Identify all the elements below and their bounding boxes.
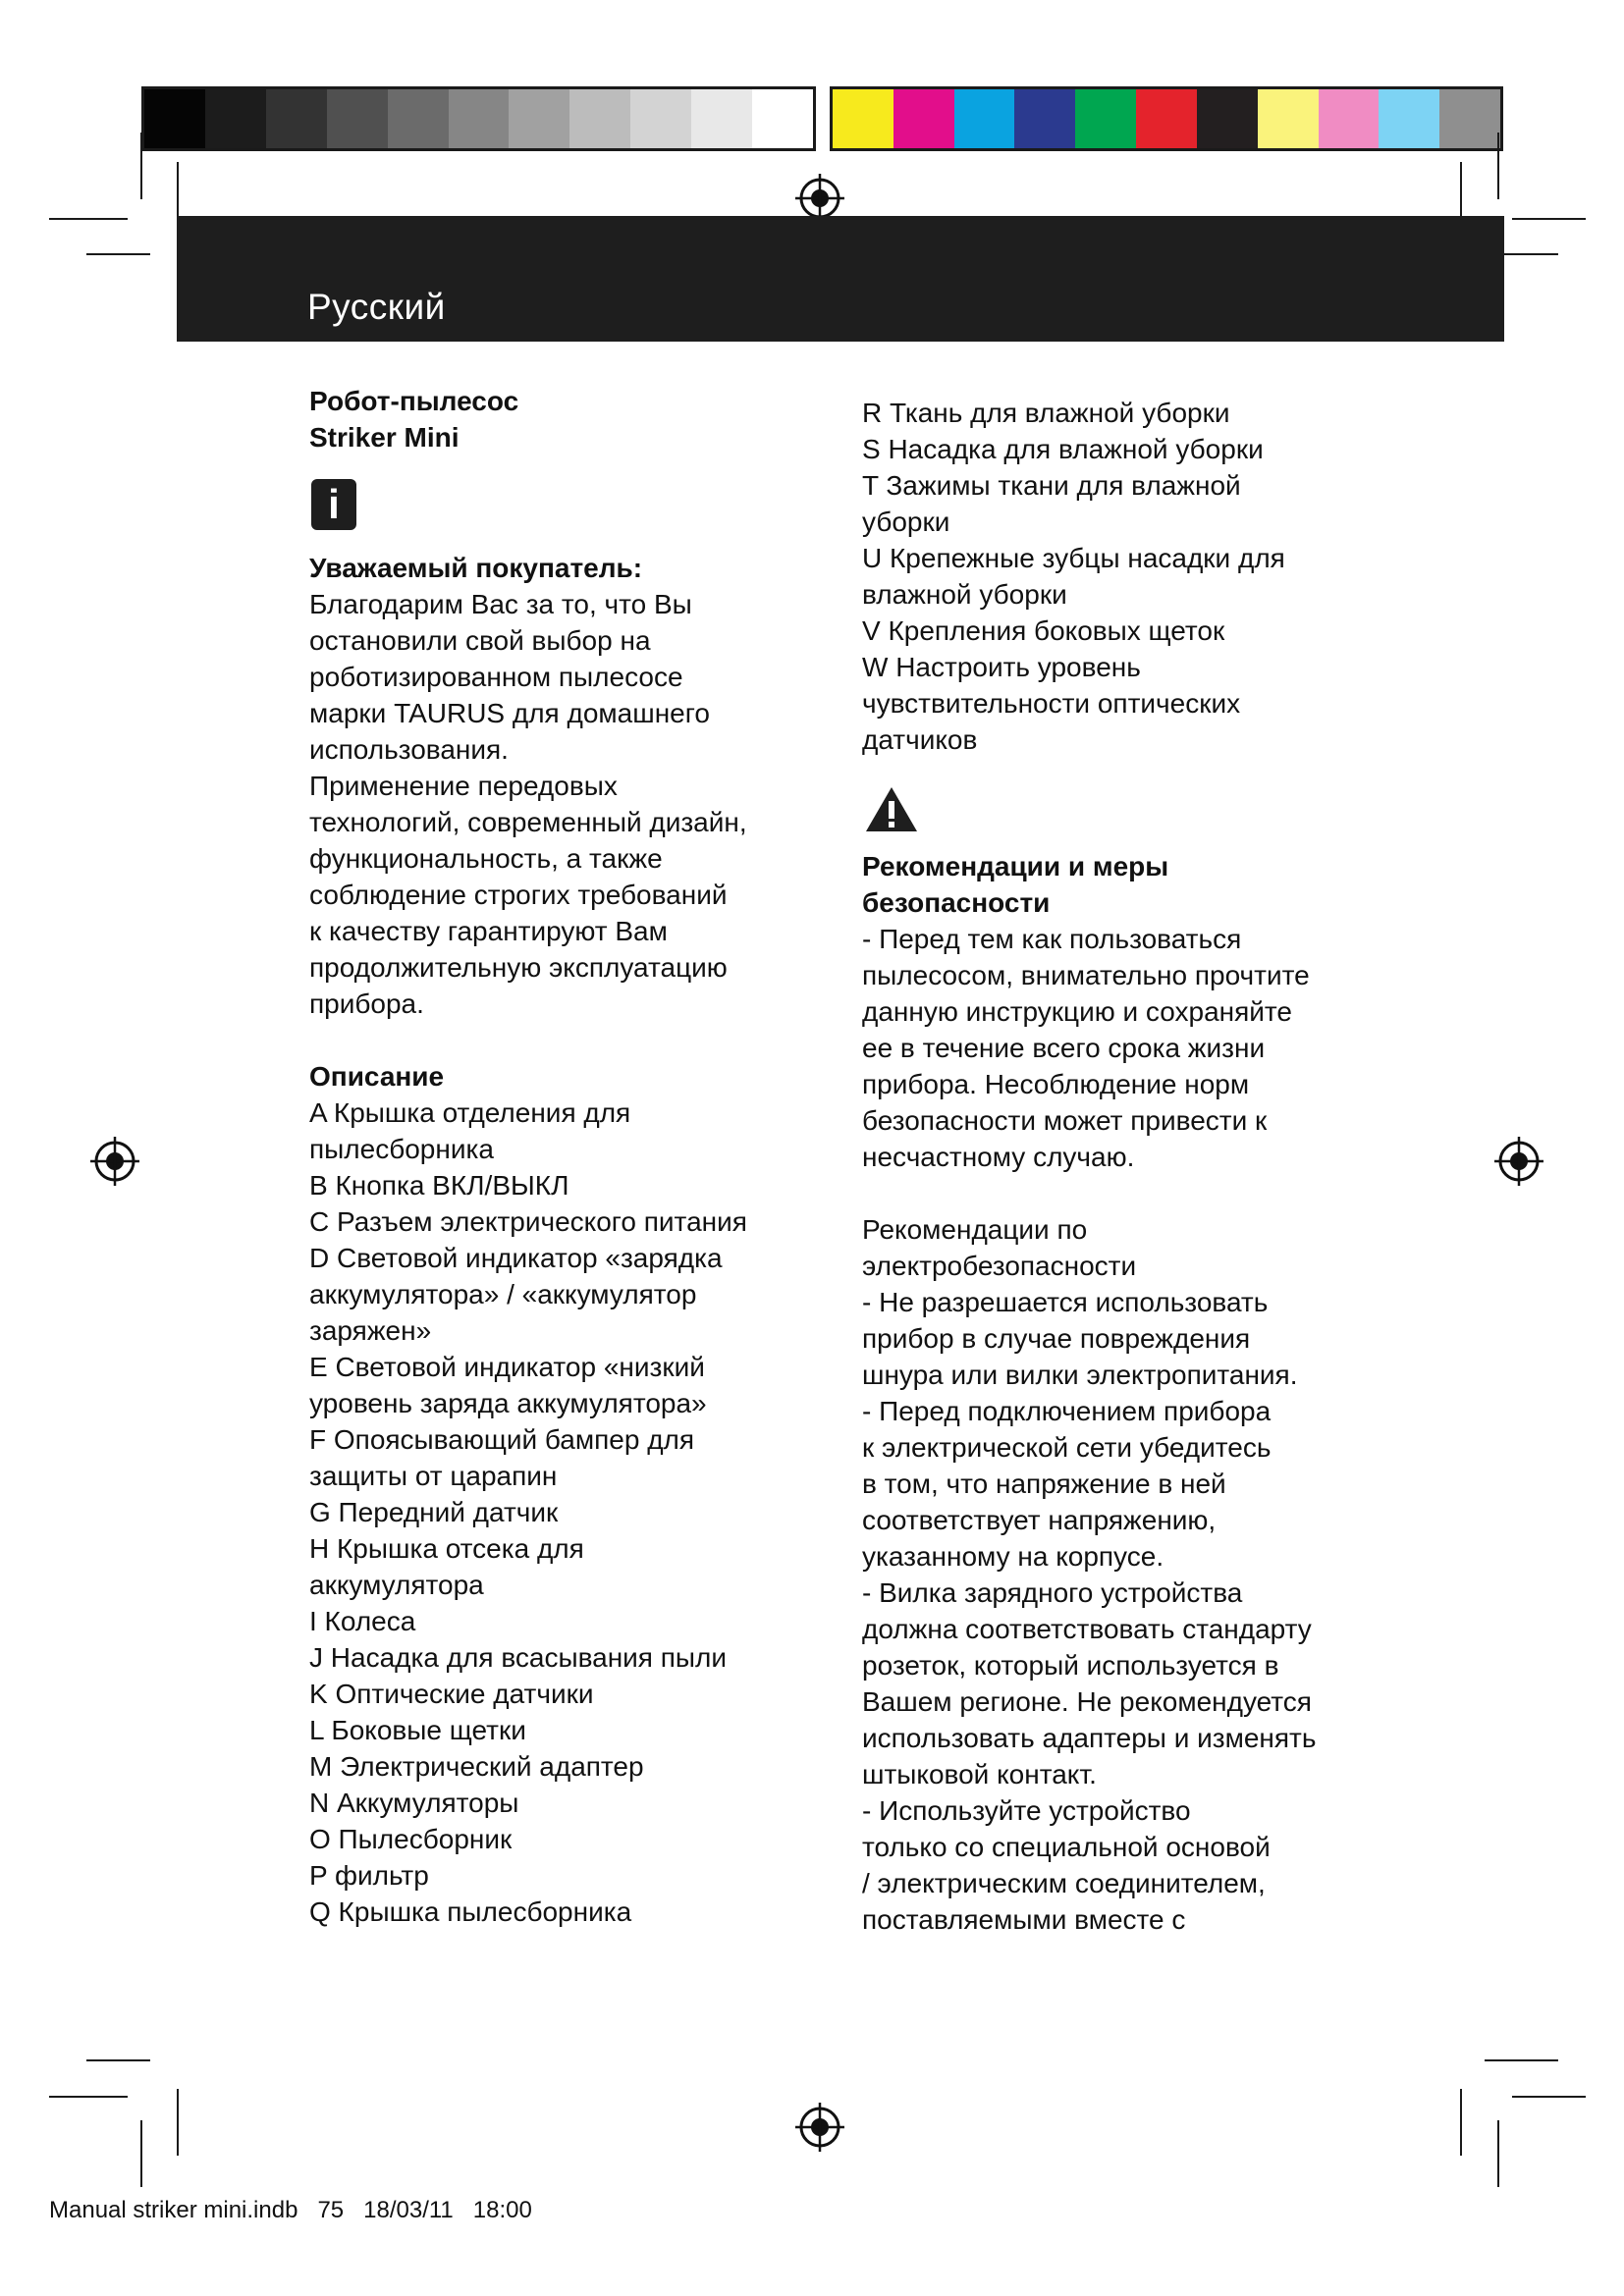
process-color-bar xyxy=(830,86,1503,151)
electrical-safety-line: шнура или вилки электропитания. xyxy=(862,1360,1298,1390)
greeting-line: остановили свой выбор на xyxy=(309,625,651,656)
description-item: E Световой индикатор «низкий xyxy=(309,1352,705,1382)
description-item: пылесборника xyxy=(309,1134,494,1164)
description-item: P фильтр xyxy=(309,1860,429,1891)
parts-item: уборки xyxy=(862,507,950,537)
greeting-line: к качеству гарантируют Вам xyxy=(309,916,668,946)
description-item: аккумулятора xyxy=(309,1570,484,1600)
electrical-safety-line: прибор в случае повреждения xyxy=(862,1323,1251,1354)
parts-item: чувствительности оптических xyxy=(862,688,1241,719)
electrical-safety-line: только со специальной основой xyxy=(862,1832,1271,1862)
product-model-line: Striker Mini xyxy=(309,422,460,453)
description-item: N Аккумуляторы xyxy=(309,1788,519,1818)
parts-item: датчиков xyxy=(862,724,978,755)
electrical-safety-line: должна соответствовать стандарту xyxy=(862,1614,1312,1644)
parts-item: R Ткань для влажной уборки xyxy=(862,398,1230,428)
electrical-safety xyxy=(862,1211,1412,1938)
greeting-line: использования. xyxy=(309,734,509,765)
description-item: B Кнопка ВКЛ/ВЫКЛ xyxy=(309,1170,569,1201)
grayscale-swatch xyxy=(569,89,630,148)
safety-intro-line: - Перед тем как пользоваться xyxy=(862,924,1242,954)
safety-heading-line-2: безопасности xyxy=(862,887,1051,918)
electrical-safety-line: соответствует напряжению, xyxy=(862,1505,1217,1535)
greeting-line: марки TAURUS для домашнего xyxy=(309,698,710,728)
greeting-line: функциональность, а также xyxy=(309,843,663,874)
grayscale-swatch xyxy=(266,89,327,148)
description-item: J Насадка для всасывания пыли xyxy=(309,1642,728,1673)
process-swatch xyxy=(1439,89,1500,148)
process-swatch xyxy=(1136,89,1197,148)
grayscale-swatch xyxy=(388,89,449,148)
grayscale-swatch xyxy=(205,89,266,148)
electrical-safety-line: к электрической сети убедитесь xyxy=(862,1432,1272,1463)
grayscale-swatch xyxy=(449,89,510,148)
electrical-safety-line: - Используйте устройство xyxy=(862,1795,1191,1826)
electrical-safety-line: - Перед подключением прибора xyxy=(862,1396,1272,1426)
description-item: O Пылесборник xyxy=(309,1824,513,1854)
process-swatch xyxy=(833,89,893,148)
safety-intro-line: пылесосом, внимательно прочтите xyxy=(862,960,1310,990)
electrical-safety-line: штыковой контакт. xyxy=(862,1759,1097,1789)
process-swatch xyxy=(1075,89,1136,148)
registration-mark-left xyxy=(88,1135,141,1188)
description-item: G Передний датчик xyxy=(309,1497,559,1527)
parts-list-continued xyxy=(862,395,1412,758)
electrical-safety-line: Вашем регионе. Не рекомендуется xyxy=(862,1686,1312,1717)
process-swatch xyxy=(1319,89,1380,148)
description-item: защиты от царапин xyxy=(309,1461,558,1491)
safety-heading-line-1: Рекомендации и меры xyxy=(862,851,1169,881)
registration-mark-bottom xyxy=(793,2101,846,2154)
warning-icon xyxy=(864,785,919,834)
greeting-line: Благодарим Вас за то, что Вы xyxy=(309,589,692,619)
electrical-safety-line: в том, что напряжение в ней xyxy=(862,1468,1226,1499)
process-swatch xyxy=(954,89,1015,148)
language-header xyxy=(177,216,1504,342)
description-item: уровень заряда аккумулятора» xyxy=(309,1388,707,1418)
process-swatch xyxy=(1258,89,1319,148)
process-swatch xyxy=(1014,89,1075,148)
parts-item: U Крепежные зубцы насадки для xyxy=(862,543,1285,573)
electrical-safety-line: / электрическим соединителем, xyxy=(862,1868,1266,1898)
description-item: C Разъем электрического питания xyxy=(309,1206,747,1237)
product-name-line: Робот-пылесос xyxy=(309,386,519,416)
greeting-line: соблюдение строгих требований xyxy=(309,880,728,910)
description-heading: Описание xyxy=(309,1061,445,1092)
slug-time: 18:00 xyxy=(472,2197,532,2223)
grayscale-swatch xyxy=(509,89,569,148)
description-item: L Боковые щетки xyxy=(309,1715,526,1745)
left-column xyxy=(309,383,820,1930)
safety-intro-line: несчастному случаю. xyxy=(862,1142,1135,1172)
description-item: M Электрический адаптер xyxy=(309,1751,644,1782)
grayscale-color-bar xyxy=(141,86,816,151)
greeting-text xyxy=(309,586,820,1022)
print-slug xyxy=(49,2197,552,2224)
grayscale-swatch xyxy=(327,89,388,148)
description-item: аккумулятора» / «аккумулятор xyxy=(309,1279,697,1309)
slug-date: 18/03/11 xyxy=(363,2197,454,2223)
electrical-safety-line: - Не разрешается использовать xyxy=(862,1287,1269,1317)
greeting-line: Применение передовых xyxy=(309,771,618,801)
parts-item: S Насадка для влажной уборки xyxy=(862,434,1264,464)
registration-mark-right xyxy=(1492,1135,1545,1188)
safety-intro-line: данную инструкцию и сохраняйте xyxy=(862,996,1292,1027)
electrical-safety-line: розеток, который используется в xyxy=(862,1650,1279,1681)
process-swatch xyxy=(893,89,954,148)
electrical-safety-line: Рекомендации по xyxy=(862,1214,1088,1245)
description-item: K Оптические датчики xyxy=(309,1679,594,1709)
parts-item: V Крепления боковых щеток xyxy=(862,615,1225,646)
description-item: I Колеса xyxy=(309,1606,416,1636)
grayscale-swatch xyxy=(691,89,752,148)
info-icon: i xyxy=(311,479,356,530)
safety-intro-line: безопасности может привести к xyxy=(862,1105,1268,1136)
description-item: A Крышка отделения для xyxy=(309,1097,631,1128)
parts-item: влажной уборки xyxy=(862,579,1067,610)
process-swatch xyxy=(1197,89,1258,148)
description-item: заряжен» xyxy=(309,1315,432,1346)
parts-item: W Настроить уровень xyxy=(862,652,1141,682)
process-swatch xyxy=(1379,89,1439,148)
description-item: Q Крышка пылесборника xyxy=(309,1896,632,1927)
description-item: D Световой индикатор «зарядка xyxy=(309,1243,723,1273)
greeting-line: роботизированном пылесосе xyxy=(309,662,683,692)
grayscale-swatch xyxy=(630,89,691,148)
slug-page: 75 xyxy=(317,2197,345,2223)
greeting-line: прибора. xyxy=(309,988,424,1019)
greeting-line: продолжительную эксплуатацию xyxy=(309,952,728,983)
description-item: H Крышка отсека для xyxy=(309,1533,584,1564)
description-item: F Опоясывающий бампер для xyxy=(309,1424,695,1455)
description-list xyxy=(309,1095,820,1930)
safety-intro xyxy=(862,921,1412,1175)
electrical-safety-line: электробезопасности xyxy=(862,1251,1137,1281)
safety-intro-line: прибора. Несоблюдение норм xyxy=(862,1069,1250,1099)
electrical-safety-line: - Вилка зарядного устройства xyxy=(862,1577,1243,1608)
grayscale-swatch xyxy=(144,89,205,148)
electrical-safety-line: указанному на корпусе. xyxy=(862,1541,1164,1572)
grayscale-swatch xyxy=(752,89,813,148)
electrical-safety-line: использовать адаптеры и изменять xyxy=(862,1723,1317,1753)
parts-item: T Зажимы ткани для влажной xyxy=(862,470,1241,501)
greeting-heading: Уважаемый покупатель: xyxy=(309,553,643,583)
safety-intro-line: ее в течение всего срока жизни xyxy=(862,1033,1266,1063)
right-column xyxy=(862,395,1412,1938)
electrical-safety-line: поставляемыми вместе с xyxy=(862,1904,1186,1935)
language-title: Русский xyxy=(307,287,446,327)
slug-file: Manual striker mini.indb xyxy=(49,2197,298,2223)
greeting-line: технологий, современный дизайн, xyxy=(309,807,747,837)
